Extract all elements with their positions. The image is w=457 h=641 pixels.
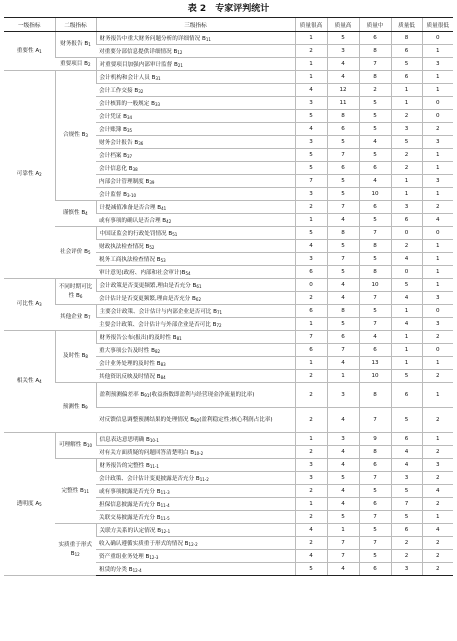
rating-count-cell: 3: [327, 45, 359, 58]
column-header: 质量低: [391, 18, 422, 32]
rating-count-cell: 4: [359, 331, 391, 344]
rating-count-cell: 7: [359, 472, 391, 485]
rating-count-cell: 4: [327, 485, 359, 498]
rating-count-cell: 1: [295, 214, 327, 227]
rating-count-cell: 6: [359, 344, 391, 357]
level3-indicator: 主要会计政策、会计估计与外部企业是否可比 $B_{72}$: [96, 318, 295, 331]
rating-count-cell: 4: [422, 485, 453, 498]
rating-count-cell: 2: [295, 370, 327, 383]
level3-indicator: 会计档案 $B_{37}$: [96, 149, 295, 162]
rating-count-cell: 5: [359, 110, 391, 123]
rating-count-cell: 3: [295, 136, 327, 149]
level3-indicator: 收入确认遵循实质重于形式的情况 $B_{12-2}$: [96, 537, 295, 550]
rating-count-cell: 1: [327, 524, 359, 537]
rating-count-cell: 0: [391, 266, 422, 279]
table-row: [4, 459, 453, 472]
table-row: [4, 71, 453, 84]
column-header: 质量高: [327, 18, 359, 32]
rating-count-cell: 5: [295, 227, 327, 240]
level2-indicator: 预测性 $B_9$: [55, 383, 96, 433]
rating-count-cell: 5: [359, 253, 391, 266]
level3-indicator: 信息表达意思明确 $B_{10-1}$: [96, 433, 295, 446]
rating-count-cell: 3: [327, 433, 359, 446]
rating-count-cell: 4: [359, 175, 391, 188]
rating-count-cell: 2: [391, 537, 422, 550]
rating-count-cell: 5: [295, 149, 327, 162]
rating-count-cell: 7: [327, 253, 359, 266]
rating-count-cell: 1: [391, 84, 422, 97]
rating-count-cell: 5: [327, 318, 359, 331]
level1-indicator: 透明度 $A_5$: [4, 433, 55, 576]
rating-count-cell: 0: [422, 110, 453, 123]
level3-indicator: 或有事项披露是否充分 $B_{11-3}$: [96, 485, 295, 498]
rating-count-cell: 7: [327, 550, 359, 563]
rating-count-cell: 2: [295, 383, 327, 408]
rating-count-cell: 2: [422, 563, 453, 576]
rating-count-cell: 7: [359, 292, 391, 305]
rating-count-cell: 2: [422, 408, 453, 433]
rating-count-cell: 4: [327, 563, 359, 576]
level3-indicator: 对反馈信息调整预测结果的处理情况 $B_{92}$(盈利稳定性;核心利润占比率): [96, 408, 295, 433]
rating-count-cell: 7: [327, 344, 359, 357]
level3-indicator: 对重要项目加强内部审计监督 $B_{21}$: [96, 58, 295, 71]
rating-count-cell: 1: [391, 344, 422, 357]
rating-count-cell: 5: [359, 214, 391, 227]
rating-count-cell: 4: [295, 240, 327, 253]
rating-count-cell: 2: [422, 123, 453, 136]
rating-count-cell: 1: [391, 357, 422, 370]
rating-count-cell: 5: [327, 266, 359, 279]
rating-count-cell: 6: [295, 305, 327, 318]
rating-count-cell: 7: [391, 498, 422, 511]
level3-indicator: 会计工作交接 $B_{32}$: [96, 84, 295, 97]
rating-count-cell: 4: [327, 214, 359, 227]
level3-indicator: 财务报告的完整性 $B_{11-1}$: [96, 459, 295, 472]
level3-indicator: 税务工商执法检查情况 $B_{53}$: [96, 253, 295, 266]
rating-count-cell: 8: [359, 45, 391, 58]
rating-count-cell: 11: [327, 97, 359, 110]
level3-indicator: 财务报告公布(报出)的及时性 $B_{81}$: [96, 331, 295, 344]
rating-count-cell: 5: [359, 524, 391, 537]
rating-count-cell: 5: [359, 485, 391, 498]
rating-count-cell: 3: [391, 472, 422, 485]
rating-count-cell: 1: [422, 162, 453, 175]
rating-count-cell: 2: [422, 201, 453, 214]
rating-count-cell: 5: [391, 511, 422, 524]
rating-count-cell: 3: [422, 58, 453, 71]
level2-indicator: 财务报告 $B_1$: [55, 32, 96, 58]
level3-indicator: 关联方关系的认定情况 $B_{12-1}$: [96, 524, 295, 537]
rating-count-cell: 7: [327, 537, 359, 550]
rating-count-cell: 3: [422, 318, 453, 331]
rating-count-cell: 1: [422, 266, 453, 279]
column-header: 质量很高: [295, 18, 327, 32]
rating-count-cell: 4: [327, 292, 359, 305]
column-header: 一级指标: [4, 18, 55, 32]
level2-indicator: 及时性 $B_8$: [55, 331, 96, 383]
rating-count-cell: 6: [359, 32, 391, 45]
rating-count-cell: 6: [359, 563, 391, 576]
level2-indicator: 其他企业 $B_7$: [55, 305, 96, 331]
level3-indicator: 审计意见(政府、内部和社会审计)$B_{54}$: [96, 266, 295, 279]
rating-count-cell: 0: [422, 32, 453, 45]
rating-count-cell: 4: [422, 524, 453, 537]
level3-indicator: 其他资讯反映及时情况 $B_{84}$: [96, 370, 295, 383]
rating-count-cell: 4: [359, 136, 391, 149]
rating-count-cell: 5: [295, 563, 327, 576]
rating-count-cell: 1: [295, 58, 327, 71]
rating-count-cell: 3: [295, 188, 327, 201]
rating-count-cell: 6: [391, 524, 422, 537]
column-header: 质量中: [359, 18, 391, 32]
rating-count-cell: 7: [359, 511, 391, 524]
rating-count-cell: 1: [422, 84, 453, 97]
level3-indicator: 对重要分部信息提供详细情况 $B_{12}$: [96, 45, 295, 58]
rating-count-cell: 3: [391, 201, 422, 214]
rating-count-cell: 4: [327, 71, 359, 84]
rating-count-cell: 5: [391, 136, 422, 149]
rating-count-cell: 4: [391, 459, 422, 472]
rating-count-cell: 4: [327, 459, 359, 472]
level1-indicator: 重要性 $A_1$: [4, 32, 55, 71]
rating-count-cell: 2: [295, 45, 327, 58]
level1-indicator: 相关性 $A_4$: [4, 331, 55, 433]
level2-indicator: 谨慎性 $B_4$: [55, 201, 96, 227]
level3-indicator: 内部会计管理制度 $B_{39}$: [96, 175, 295, 188]
level3-indicator: 财务会计报告 $B_{36}$: [96, 136, 295, 149]
rating-count-cell: 8: [359, 266, 391, 279]
level3-indicator: 租赁的分类 $B_{12-4}$: [96, 563, 295, 576]
rating-count-cell: 1: [422, 71, 453, 84]
rating-count-cell: 2: [295, 408, 327, 433]
rating-count-cell: 0: [422, 227, 453, 240]
rating-count-cell: 6: [295, 344, 327, 357]
rating-count-cell: 0: [422, 305, 453, 318]
level3-indicator: 主要会计政策、会计估计与内部企业是否可比 $B_{71}$: [96, 305, 295, 318]
rating-count-cell: 2: [295, 485, 327, 498]
rating-count-cell: 3: [422, 459, 453, 472]
expert-rating-table: [4, 17, 453, 576]
level2-indicator: 重要项目 $B_2$: [55, 58, 96, 71]
rating-count-cell: 8: [327, 227, 359, 240]
rating-count-cell: 13: [359, 357, 391, 370]
rating-count-cell: 1: [422, 511, 453, 524]
rating-count-cell: 2: [422, 446, 453, 459]
rating-count-cell: 7: [295, 331, 327, 344]
level3-indicator: 对有关方面质疑的问题回答清楚明白 $B_{10-2}$: [96, 446, 295, 459]
rating-count-cell: 5: [327, 188, 359, 201]
rating-count-cell: 1: [295, 498, 327, 511]
table-title: 表 2 专家评判统计: [187, 4, 270, 14]
rating-count-cell: 6: [359, 162, 391, 175]
column-header: 二级指标: [55, 18, 96, 32]
rating-count-cell: 1: [422, 253, 453, 266]
rating-count-cell: 3: [327, 383, 359, 408]
rating-count-cell: 4: [391, 292, 422, 305]
column-header: 质量很低: [422, 18, 453, 32]
rating-count-cell: 4: [327, 408, 359, 433]
rating-count-cell: 2: [391, 550, 422, 563]
rating-count-cell: 5: [327, 136, 359, 149]
level3-indicator: 担保信息披露是否充分 $B_{11-4}$: [96, 498, 295, 511]
rating-count-cell: 10: [359, 370, 391, 383]
rating-count-cell: 5: [295, 110, 327, 123]
rating-count-cell: 3: [295, 459, 327, 472]
level1-indicator: 可比性 $A_3$: [4, 279, 55, 331]
rating-count-cell: 6: [359, 201, 391, 214]
rating-count-cell: 1: [422, 240, 453, 253]
rating-count-cell: 1: [295, 71, 327, 84]
rating-count-cell: 2: [359, 84, 391, 97]
rating-count-cell: 4: [327, 446, 359, 459]
rating-count-cell: 1: [422, 45, 453, 58]
rating-count-cell: 6: [391, 383, 422, 408]
rating-count-cell: 4: [391, 446, 422, 459]
rating-count-cell: 3: [422, 136, 453, 149]
rating-count-cell: 5: [359, 123, 391, 136]
rating-count-cell: 0: [391, 227, 422, 240]
rating-count-cell: 3: [391, 563, 422, 576]
rating-count-cell: 2: [295, 292, 327, 305]
table-row: [4, 58, 453, 71]
rating-count-cell: 4: [295, 84, 327, 97]
rating-count-cell: 4: [391, 318, 422, 331]
rating-count-cell: 1: [422, 357, 453, 370]
rating-count-cell: 3: [422, 175, 453, 188]
level2-indicator: 不同时期可比性 $B_6$: [55, 279, 96, 305]
rating-count-cell: 6: [327, 162, 359, 175]
level3-indicator: 会计政策、会计估计变更披露是否充分 $B_{11-2}$: [96, 472, 295, 485]
rating-count-cell: 5: [391, 279, 422, 292]
rating-count-cell: 8: [359, 240, 391, 253]
level3-indicator: 重大事项公告及时性 $B_{82}$: [96, 344, 295, 357]
rating-count-cell: 1: [391, 305, 422, 318]
table-row: [4, 305, 453, 318]
table-body: [4, 32, 453, 576]
rating-count-cell: 1: [391, 188, 422, 201]
rating-count-cell: 1: [391, 97, 422, 110]
rating-count-cell: 1: [295, 32, 327, 45]
rating-count-cell: 5: [327, 472, 359, 485]
level3-indicator: 会计账簿 $B_{35}$: [96, 123, 295, 136]
rating-count-cell: 7: [359, 408, 391, 433]
rating-count-cell: 6: [391, 433, 422, 446]
rating-count-cell: 6: [359, 498, 391, 511]
level2-indicator: 可理解性 $B_{10}$: [55, 433, 96, 459]
rating-count-cell: 1: [422, 279, 453, 292]
column-header: 三级指标: [96, 18, 295, 32]
rating-count-cell: 5: [391, 58, 422, 71]
table-row: [4, 383, 453, 408]
rating-count-cell: 4: [295, 524, 327, 537]
rating-count-cell: 5: [295, 162, 327, 175]
level3-indicator: 会计监督 $B_{3-10}$: [96, 188, 295, 201]
rating-count-cell: 10: [359, 188, 391, 201]
level3-indicator: 会计业务处理的及时性 $B_{83}$: [96, 357, 295, 370]
level3-indicator: 会计机构和会计人员 $B_{31}$: [96, 71, 295, 84]
rating-count-cell: 2: [295, 511, 327, 524]
rating-count-cell: 3: [295, 472, 327, 485]
rating-count-cell: 4: [327, 357, 359, 370]
rating-count-cell: 6: [359, 459, 391, 472]
level3-indicator: 计提减值准备是否合理 $B_{41}$: [96, 201, 295, 214]
table-row: [4, 279, 453, 292]
rating-count-cell: 0: [295, 279, 327, 292]
level3-indicator: 会计信息化 $B_{38}$: [96, 162, 295, 175]
rating-count-cell: 2: [391, 149, 422, 162]
rating-count-cell: 7: [359, 227, 391, 240]
rating-count-cell: 5: [359, 149, 391, 162]
rating-count-cell: 1: [422, 188, 453, 201]
rating-count-cell: 1: [422, 383, 453, 408]
rating-count-cell: 6: [327, 123, 359, 136]
rating-count-cell: 2: [391, 240, 422, 253]
rating-count-cell: 8: [327, 305, 359, 318]
rating-count-cell: 4: [327, 279, 359, 292]
table-row: [4, 433, 453, 446]
level3-indicator: 资产重组业务处理 $B_{12-3}$: [96, 550, 295, 563]
level2-indicator: 完整性 $B_{11}$: [55, 459, 96, 524]
rating-count-cell: 1: [295, 433, 327, 446]
rating-count-cell: 1: [391, 331, 422, 344]
level2-indicator: 社会评价 $B_5$: [55, 227, 96, 279]
rating-count-cell: 2: [422, 550, 453, 563]
table-row: [4, 227, 453, 240]
rating-count-cell: 7: [359, 537, 391, 550]
rating-count-cell: 3: [295, 97, 327, 110]
rating-count-cell: 7: [327, 149, 359, 162]
rating-count-cell: 1: [327, 370, 359, 383]
rating-count-cell: 4: [422, 214, 453, 227]
rating-count-cell: 2: [295, 537, 327, 550]
level3-indicator: 中国证监会的行政处罚情况 $B_{51}$: [96, 227, 295, 240]
rating-count-cell: 3: [295, 253, 327, 266]
rating-count-cell: 1: [422, 433, 453, 446]
level3-indicator: 财政执法检查情况 $B_{52}$: [96, 240, 295, 253]
rating-count-cell: 9: [359, 433, 391, 446]
rating-count-cell: 5: [359, 305, 391, 318]
rating-count-cell: 1: [391, 175, 422, 188]
level3-indicator: 关联交易披露是否充分 $B_{11-5}$: [96, 511, 295, 524]
rating-count-cell: 7: [359, 58, 391, 71]
rating-count-cell: 3: [422, 292, 453, 305]
level3-indicator: 会计政策是否变更频繁,理由是否充分 $B_{61}$: [96, 279, 295, 292]
table-row: [4, 331, 453, 344]
rating-count-cell: 6: [327, 331, 359, 344]
level3-indicator: 盈利预测偏差率 $B_{91}$(收益指数即盈利与经营现金净流量的比率): [96, 383, 295, 408]
rating-count-cell: 4: [327, 498, 359, 511]
level3-indicator: 会计核算的一般规定 $B_{33}$: [96, 97, 295, 110]
rating-count-cell: 2: [422, 370, 453, 383]
rating-count-cell: 3: [391, 123, 422, 136]
rating-count-cell: 2: [295, 201, 327, 214]
rating-count-cell: 2: [391, 110, 422, 123]
rating-count-cell: 5: [327, 240, 359, 253]
rating-count-cell: 8: [327, 110, 359, 123]
rating-count-cell: 8: [359, 71, 391, 84]
rating-count-cell: 1: [295, 318, 327, 331]
rating-count-cell: 7: [359, 318, 391, 331]
rating-count-cell: 5: [327, 175, 359, 188]
table-row: [4, 201, 453, 214]
rating-count-cell: 4: [327, 58, 359, 71]
rating-count-cell: 2: [422, 331, 453, 344]
rating-count-cell: 5: [391, 408, 422, 433]
level3-indicator: 或有事项的确认是否合理 $B_{42}$: [96, 214, 295, 227]
level1-indicator: 可靠性 $A_2$: [4, 71, 55, 279]
rating-count-cell: 5: [327, 32, 359, 45]
rating-count-cell: 6: [295, 266, 327, 279]
rating-count-cell: 6: [391, 71, 422, 84]
rating-count-cell: 2: [422, 537, 453, 550]
level3-indicator: 会计估计是否变更频繁,理由是否充分 $B_{62}$: [96, 292, 295, 305]
rating-count-cell: 5: [359, 550, 391, 563]
rating-count-cell: 1: [295, 357, 327, 370]
rating-count-cell: 2: [295, 446, 327, 459]
rating-count-cell: 6: [391, 214, 422, 227]
rating-count-cell: 5: [391, 485, 422, 498]
rating-count-cell: 4: [295, 550, 327, 563]
rating-count-cell: 0: [422, 97, 453, 110]
table-row: [4, 524, 453, 537]
rating-count-cell: 12: [327, 84, 359, 97]
rating-count-cell: 2: [422, 498, 453, 511]
rating-count-cell: 4: [295, 123, 327, 136]
table-header: [4, 18, 453, 32]
rating-count-cell: 1: [422, 149, 453, 162]
rating-count-cell: 6: [391, 45, 422, 58]
rating-count-cell: 8: [391, 32, 422, 45]
rating-count-cell: 4: [391, 253, 422, 266]
rating-count-cell: 2: [391, 162, 422, 175]
level2-indicator: 合规性 $B_3$: [55, 71, 96, 201]
rating-count-cell: 0: [422, 344, 453, 357]
rating-count-cell: 5: [327, 511, 359, 524]
level3-indicator: 会计凭证 $B_{34}$: [96, 110, 295, 123]
rating-count-cell: 2: [422, 472, 453, 485]
table-row: [4, 32, 453, 45]
level3-indicator: 财务报告中重大财务问题分析的详细情况 $B_{11}$: [96, 32, 295, 45]
rating-count-cell: 5: [359, 97, 391, 110]
rating-count-cell: 8: [359, 383, 391, 408]
rating-count-cell: 7: [295, 175, 327, 188]
level2-indicator: 实质重于形式 $B_{12}$: [55, 524, 96, 576]
rating-count-cell: 10: [359, 279, 391, 292]
rating-count-cell: 7: [327, 201, 359, 214]
rating-count-cell: 5: [391, 370, 422, 383]
rating-count-cell: 8: [359, 446, 391, 459]
